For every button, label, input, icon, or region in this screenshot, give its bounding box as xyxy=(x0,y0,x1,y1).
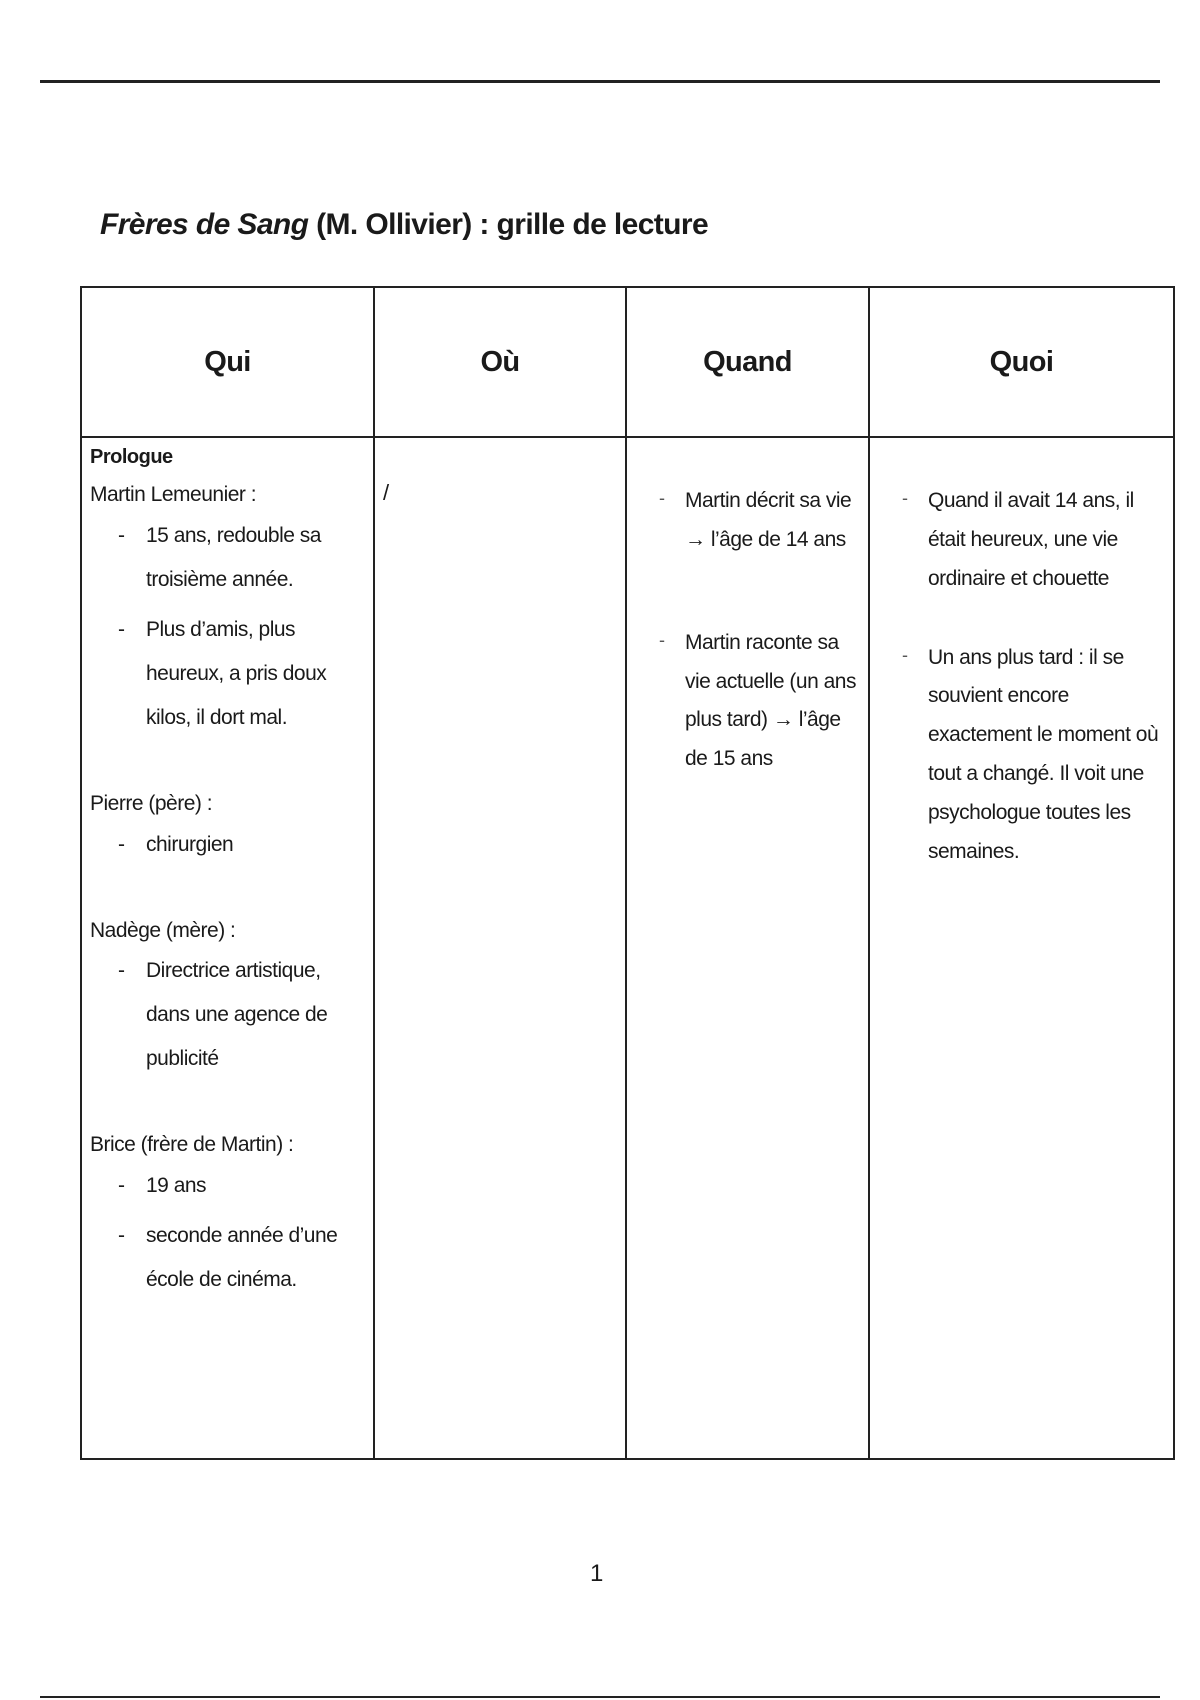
character-details xyxy=(90,823,365,867)
quoi-list xyxy=(870,482,1173,599)
prologue-label: Prologue xyxy=(90,446,173,468)
document-title xyxy=(100,208,708,242)
quoi-list xyxy=(870,639,1173,872)
title-book-name: Frères de Sang xyxy=(100,208,309,241)
bullet-icon: - xyxy=(118,832,125,856)
content-row xyxy=(81,437,1174,1459)
bullet-icon: - xyxy=(118,1224,125,1248)
character-details xyxy=(90,949,365,1081)
list-item: - Quand il avait 14 ans, il était heureux, une vie ordinaire et chouette xyxy=(870,482,1173,599)
list-item: - Directrice artistique, dans une agence de publicité xyxy=(90,949,365,1081)
character-name: Pierre (père) : xyxy=(90,792,213,816)
ou-cell xyxy=(374,437,626,1459)
bullet-icon: - xyxy=(118,1174,125,1198)
list-item: - Un ans plus tard : il se souvient encore exactement le moment où tout a changé. Il voit une psychologue toutes les semaines. xyxy=(870,639,1173,872)
character-details xyxy=(90,1164,365,1302)
title-subtitle: (M. Ollivier) : grille de lecture xyxy=(308,208,709,241)
header-qui: Qui xyxy=(81,287,374,437)
list-item: - chirurgien xyxy=(90,823,365,867)
bullet-icon: - xyxy=(659,488,665,508)
bullet-icon: - xyxy=(118,523,125,547)
list-item: - 15 ans, redouble sa troisième année. xyxy=(90,514,365,602)
character-name: Brice (frère de Martin) : xyxy=(90,1133,294,1157)
bullet-icon: - xyxy=(902,488,908,508)
character-name: Martin Lemeunier : xyxy=(90,483,257,506)
character-details xyxy=(90,514,365,740)
quoi-cell xyxy=(869,437,1174,1459)
header-rule xyxy=(40,80,1160,83)
bullet-icon: - xyxy=(118,617,125,641)
bullet-icon: - xyxy=(659,629,665,650)
bullet-icon: - xyxy=(902,644,908,665)
footer-rule xyxy=(40,1696,1160,1698)
page-number: 1 xyxy=(590,1560,604,1587)
quand-list xyxy=(627,624,868,779)
header-quoi: Quoi xyxy=(869,287,1174,437)
list-item: - Martin décrit sa vie → l’âge de 14 ans xyxy=(627,482,868,560)
quand-list xyxy=(627,482,868,560)
list-item: - seconde année d’une école de cinéma. xyxy=(90,1214,365,1302)
header-row xyxy=(81,287,1174,437)
qui-cell xyxy=(81,437,374,1459)
list-item: - 19 ans xyxy=(90,1164,365,1208)
list-item: - Plus d’amis, plus heureux, a pris doux kilos, il dort mal. xyxy=(90,608,365,740)
header-quand: Quand xyxy=(626,287,869,437)
list-item: - Martin raconte sa vie actuelle (un ans plus tard) → l’âge de 15 ans xyxy=(627,624,868,779)
header-ou: Où xyxy=(374,287,626,437)
character-name: Nadège (mère) : xyxy=(90,918,236,942)
ou-value: / xyxy=(383,480,389,505)
quand-cell xyxy=(626,437,869,1459)
reading-grid-table xyxy=(80,286,1175,1460)
bullet-icon: - xyxy=(118,959,125,983)
